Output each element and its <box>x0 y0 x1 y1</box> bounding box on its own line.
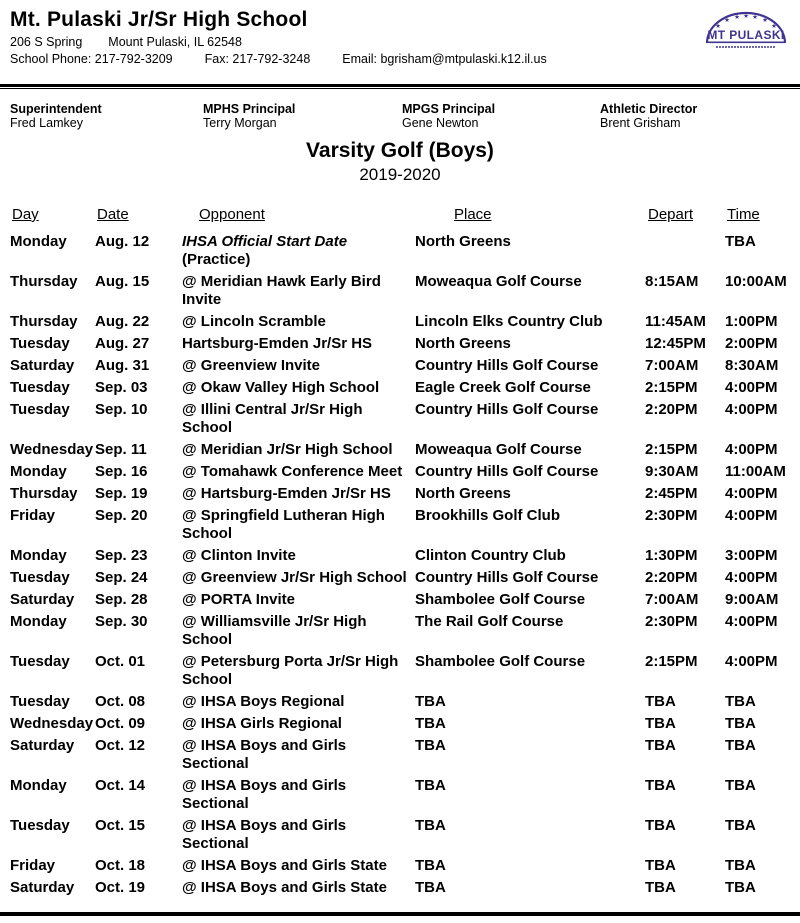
depart-cell: 9:30AM <box>645 463 699 480</box>
depart-cell: TBA <box>645 715 676 732</box>
svg-text:★: ★ <box>734 14 740 21</box>
time-cell: TBA <box>725 693 756 710</box>
page-header <box>0 0 800 68</box>
schedule-row <box>10 591 792 613</box>
schedule-body <box>10 233 792 901</box>
opponent-text: @ Illini Central Jr/Sr High School <box>182 401 363 436</box>
schedule-row <box>10 653 792 693</box>
opponent-note: (Practice) <box>182 251 251 268</box>
schedule-row <box>10 817 792 857</box>
place-cell: Eagle Creek Golf Course <box>415 379 591 396</box>
opponent-text: @ Petersburg Porta Jr/Sr High School <box>182 653 399 688</box>
opponent-cell <box>182 233 415 269</box>
time-cell: 4:00PM <box>725 613 778 630</box>
day-cell: Wednesday <box>10 715 94 732</box>
opponent-text: @ IHSA Boys and Girls Sectional <box>182 737 347 772</box>
date-cell: Oct. 12 <box>95 737 146 754</box>
time-cell: TBA <box>725 857 756 874</box>
place-cell: Moweaqua Golf Course <box>415 441 582 458</box>
day-cell: Wednesday <box>10 441 94 458</box>
depart-cell: TBA <box>645 737 676 754</box>
opponent-cell <box>182 653 415 689</box>
opponent-text: @ IHSA Girls Regional <box>182 715 342 732</box>
opponent-cell <box>182 569 415 587</box>
depart-cell: 2:15PM <box>645 441 698 458</box>
season-subtitle: 2019-2020 <box>359 165 441 184</box>
bottom-divider <box>0 912 800 916</box>
depart-cell: 2:45PM <box>645 485 698 502</box>
day-cell: Saturday <box>10 879 75 896</box>
column-header-day: Day <box>12 206 39 223</box>
time-cell: 9:00AM <box>725 591 779 608</box>
staff-name: Fred Lamkey <box>10 116 83 130</box>
opponent-cell <box>182 777 415 813</box>
schedule-row <box>10 693 792 715</box>
schedule-row <box>10 463 792 485</box>
staff-cell-3 <box>600 102 800 130</box>
depart-cell <box>645 233 725 269</box>
schedule-table <box>10 206 792 901</box>
day-cell: Tuesday <box>10 693 70 710</box>
opponent-text: @ IHSA Boys and Girls Sectional <box>182 777 347 812</box>
time-cell: TBA <box>725 879 756 896</box>
day-cell: Tuesday <box>10 379 70 396</box>
school-email: Email: bgrisham@mtpulaski.k12.il.us <box>342 52 547 66</box>
opponent-text: Hartsburg-Emden Jr/Sr HS <box>182 335 373 352</box>
date-cell: Sep. 28 <box>95 591 148 608</box>
place-cell: Shambolee Golf Course <box>415 591 586 608</box>
place-cell: TBA <box>415 879 446 896</box>
time-cell: 1:00PM <box>725 313 778 330</box>
staff-cell-2 <box>402 102 600 130</box>
day-cell: Saturday <box>10 591 75 608</box>
depart-cell: TBA <box>645 777 676 794</box>
opponent-cell <box>182 591 415 609</box>
date-cell: Aug. 22 <box>95 313 150 330</box>
staff-title: Superintendent <box>10 102 102 116</box>
svg-text:★: ★ <box>771 23 777 30</box>
staff-cell-1 <box>203 102 402 130</box>
date-cell: Sep. 11 <box>95 441 147 458</box>
logo-text: MT PULASKI <box>707 28 785 42</box>
day-cell: Saturday <box>10 357 75 374</box>
depart-cell: 7:00AM <box>645 357 699 374</box>
opponent-text: @ Greenview Invite <box>182 357 321 374</box>
day-cell: Tuesday <box>10 569 70 586</box>
depart-cell: 2:20PM <box>645 401 698 418</box>
address-city: Mount Pulaski, IL 62548 <box>108 35 242 49</box>
place-cell: Brookhills Golf Club <box>415 507 560 524</box>
day-cell: Thursday <box>10 485 78 502</box>
place-cell: Clinton Country Club <box>415 547 566 564</box>
opponent-text: @ Lincoln Scramble <box>182 313 326 330</box>
depart-cell: TBA <box>645 693 676 710</box>
day-cell: Friday <box>10 857 56 874</box>
opponent-text: @ IHSA Boys and Girls State <box>182 857 387 874</box>
place-cell: TBA <box>415 817 446 834</box>
school-contact <box>10 51 790 68</box>
opponent-text: @ Okaw Valley High School <box>182 379 380 396</box>
day-cell: Thursday <box>10 273 78 290</box>
opponent-cell <box>182 507 415 543</box>
opponent-cell <box>182 817 415 853</box>
schedule-row <box>10 401 792 441</box>
schedule-row <box>10 485 792 507</box>
opponent-text: @ Tomahawk Conference Meet <box>182 463 403 480</box>
time-cell: 4:00PM <box>725 485 778 502</box>
opponent-text: @ Springfield Lutheran High School <box>182 507 385 542</box>
day-cell: Monday <box>10 613 67 630</box>
schedule-row <box>10 547 792 569</box>
opponent-text: @ Williamsville Jr/Sr High School <box>182 613 367 648</box>
column-header-depart: Depart <box>648 206 694 223</box>
time-cell: 10:00AM <box>725 273 787 290</box>
time-cell: 3:00PM <box>725 547 778 564</box>
opponent-cell <box>182 485 415 503</box>
depart-cell: 2:20PM <box>645 569 698 586</box>
time-cell: 2:00PM <box>725 335 778 352</box>
schedule-row <box>10 335 792 357</box>
place-cell: TBA <box>415 777 446 794</box>
place-cell: TBA <box>415 693 446 710</box>
date-cell: Sep. 16 <box>95 463 148 480</box>
opponent-text: @ IHSA Boys Regional <box>182 693 345 710</box>
date-cell: Sep. 10 <box>95 401 148 418</box>
schedule-row <box>10 507 792 547</box>
time-cell: TBA <box>725 737 756 754</box>
place-cell: Country Hills Golf Course <box>415 357 599 374</box>
opponent-cell <box>182 613 415 649</box>
time-cell: TBA <box>725 715 756 732</box>
date-cell: Oct. 14 <box>95 777 146 794</box>
depart-cell: 8:15AM <box>645 273 699 290</box>
place-cell: TBA <box>415 737 446 754</box>
time-cell: 4:00PM <box>725 401 778 418</box>
date-cell: Sep. 24 <box>95 569 148 586</box>
depart-cell: 7:00AM <box>645 591 699 608</box>
time-cell: 4:00PM <box>725 507 778 524</box>
day-cell: Monday <box>10 233 67 250</box>
date-cell: Aug. 27 <box>95 335 150 352</box>
schedule-row <box>10 273 792 313</box>
schedule-row <box>10 569 792 591</box>
date-cell: Oct. 15 <box>95 817 146 834</box>
day-cell: Monday <box>10 547 67 564</box>
date-cell: Aug. 15 <box>95 273 150 290</box>
opponent-cell <box>182 335 415 353</box>
address-street: 206 S Spring <box>10 35 83 49</box>
date-cell: Aug. 31 <box>95 357 150 374</box>
schedule-row <box>10 233 792 273</box>
opponent-cell <box>182 737 415 773</box>
depart-cell: TBA <box>645 817 676 834</box>
staff-title: MPHS Principal <box>203 102 296 116</box>
place-cell: Shambolee Golf Course <box>415 653 586 670</box>
svg-text:★: ★ <box>752 14 758 21</box>
place-cell: Country Hills Golf Course <box>415 463 599 480</box>
day-cell: Monday <box>10 777 67 794</box>
opponent-text: IHSA Official Start Date <box>182 233 348 250</box>
date-cell: Oct. 08 <box>95 693 146 710</box>
school-name: Mt. Pulaski Jr/Sr High School <box>10 8 308 31</box>
place-cell: TBA <box>415 857 446 874</box>
time-cell: 4:00PM <box>725 379 778 396</box>
depart-cell: TBA <box>645 879 676 896</box>
schedule-header-row <box>10 206 792 233</box>
opponent-text: @ Greenview Jr/Sr High School <box>182 569 407 586</box>
staff-cell-0 <box>10 102 203 130</box>
opponent-text: @ Hartsburg-Emden Jr/Sr HS <box>182 485 391 502</box>
staff-title: Athletic Director <box>600 102 698 116</box>
depart-cell: 11:45AM <box>645 313 706 330</box>
column-header-opponent: Opponent <box>199 206 265 223</box>
opponent-text: @ Meridian Jr/Sr High School <box>182 441 393 458</box>
time-cell: TBA <box>725 777 756 794</box>
schedule-row <box>10 857 792 879</box>
opponent-text: @ IHSA Boys and Girls Sectional <box>182 817 347 852</box>
date-cell: Oct. 19 <box>95 879 146 896</box>
date-cell: Sep. 20 <box>95 507 148 524</box>
opponent-cell <box>182 401 415 437</box>
schedule-row <box>10 715 792 737</box>
depart-cell: 2:15PM <box>645 379 698 396</box>
opponent-cell <box>182 463 415 481</box>
school-fax: Fax: 217-792-3248 <box>204 52 311 66</box>
time-cell: 4:00PM <box>725 569 778 586</box>
date-cell: Oct. 09 <box>95 715 146 732</box>
school-phone: School Phone: 217-792-3209 <box>10 52 173 66</box>
place-cell: Country Hills Golf Course <box>415 569 599 586</box>
opponent-text: @ PORTA Invite <box>182 591 295 608</box>
place-cell: North Greens <box>415 485 511 502</box>
time-cell: 4:00PM <box>725 653 778 670</box>
opponent-cell <box>182 547 415 565</box>
place-cell: The Rail Golf Course <box>415 613 564 630</box>
schedule-row <box>10 313 792 335</box>
time-cell: TBA <box>725 817 756 834</box>
staff-name: Gene Newton <box>402 116 479 130</box>
staff-name: Brent Grisham <box>600 116 681 130</box>
schedule-row <box>10 879 792 901</box>
schedule-row <box>10 613 792 653</box>
time-cell: 8:30AM <box>725 357 779 374</box>
staff-title: MPGS Principal <box>402 102 496 116</box>
opponent-text: @ IHSA Boys and Girls State <box>182 879 387 896</box>
svg-text:★: ★ <box>724 17 730 24</box>
date-cell: Sep. 19 <box>95 485 148 502</box>
schedule-row <box>10 737 792 777</box>
day-cell: Saturday <box>10 737 75 754</box>
day-cell: Thursday <box>10 313 78 330</box>
day-cell: Monday <box>10 463 67 480</box>
schedule-row <box>10 777 792 817</box>
place-cell: Lincoln Elks Country Club <box>415 313 603 330</box>
depart-cell: 2:30PM <box>645 507 698 524</box>
column-header-date: Date <box>97 206 129 223</box>
opponent-cell <box>182 857 415 875</box>
day-cell: Friday <box>10 507 56 524</box>
date-cell: Oct. 01 <box>95 653 146 670</box>
date-cell: Aug. 12 <box>95 233 150 250</box>
date-cell: Sep. 23 <box>95 547 148 564</box>
depart-cell: 1:30PM <box>645 547 698 564</box>
place-cell: Moweaqua Golf Course <box>415 273 582 290</box>
opponent-cell <box>182 313 415 331</box>
column-header-place: Place <box>454 206 492 223</box>
place-cell: North Greens <box>415 335 511 352</box>
staff-name: Terry Morgan <box>203 116 277 130</box>
day-cell: Tuesday <box>10 653 70 670</box>
time-cell: TBA <box>725 233 756 250</box>
opponent-cell <box>182 357 415 375</box>
place-cell: North Greens <box>415 233 511 250</box>
school-logo <box>700 6 792 60</box>
opponent-cell <box>182 715 415 733</box>
depart-cell: 2:30PM <box>645 613 698 630</box>
svg-text:★: ★ <box>743 13 749 20</box>
svg-text:★: ★ <box>715 23 721 30</box>
opponent-cell <box>182 273 415 309</box>
day-cell: Tuesday <box>10 335 70 352</box>
date-cell: Sep. 30 <box>95 613 148 630</box>
page-title: Varsity Golf (Boys) <box>306 139 494 162</box>
opponent-cell <box>182 441 415 459</box>
place-cell: TBA <box>415 715 446 732</box>
place-cell: Country Hills Golf Course <box>415 401 599 418</box>
day-cell: Tuesday <box>10 817 70 834</box>
opponent-cell <box>182 879 415 897</box>
schedule-row <box>10 441 792 463</box>
day-cell: Tuesday <box>10 401 70 418</box>
time-cell: 11:00AM <box>725 463 786 480</box>
column-header-time: Time <box>727 206 760 223</box>
depart-cell: 2:15PM <box>645 653 698 670</box>
opponent-cell <box>182 693 415 711</box>
depart-cell: TBA <box>645 857 676 874</box>
opponent-cell <box>182 379 415 397</box>
opponent-text: @ Clinton Invite <box>182 547 296 564</box>
depart-cell: 12:45PM <box>645 335 706 352</box>
date-cell: Oct. 18 <box>95 857 146 874</box>
schedule-row <box>10 379 792 401</box>
svg-text:★: ★ <box>762 17 768 24</box>
schedule-row <box>10 357 792 379</box>
opponent-text: @ Meridian Hawk Early Bird Invite <box>182 273 381 308</box>
date-cell: Sep. 03 <box>95 379 148 396</box>
staff-row <box>0 89 800 130</box>
school-address <box>10 34 790 51</box>
time-cell: 4:00PM <box>725 441 778 458</box>
